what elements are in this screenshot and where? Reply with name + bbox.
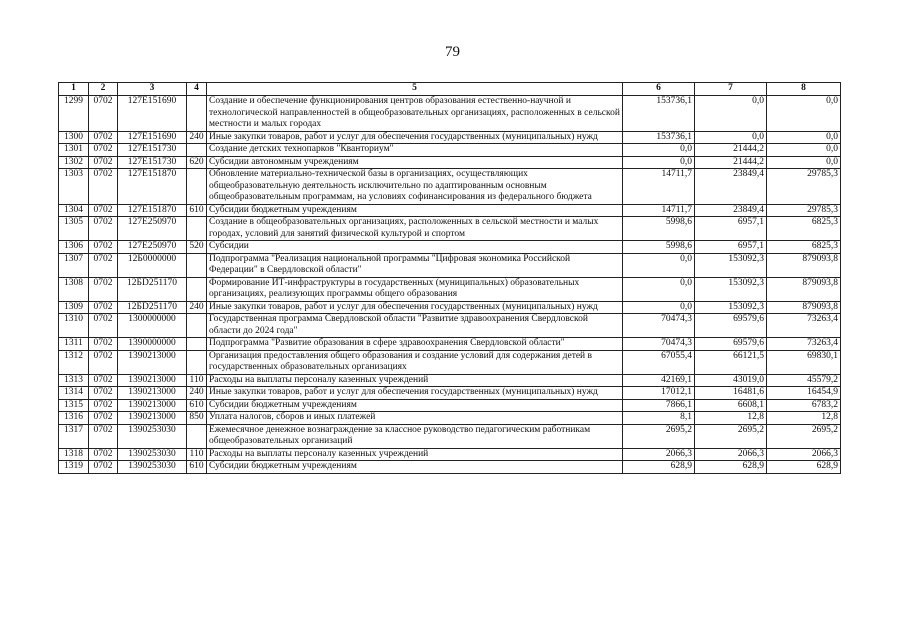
table-row — [59, 338, 841, 351]
target-article-code: 127E151870 — [118, 204, 187, 217]
header-cell: 6 — [623, 83, 695, 96]
row-number: 1299 — [59, 96, 89, 132]
expense-kind-code: 610 — [187, 399, 207, 412]
expense-kind-code: 850 — [187, 412, 207, 425]
table-row — [59, 144, 841, 157]
amount-col-8: 29785,3 — [767, 204, 841, 217]
expense-kind-code: 110 — [187, 374, 207, 387]
expense-name: Субсидии бюджетным учреждениям — [207, 204, 623, 217]
expense-name: Субсидии бюджетным учреждениям — [207, 461, 623, 474]
amount-col-6: 0,0 — [623, 144, 695, 157]
table-row — [59, 448, 841, 461]
row-number: 1308 — [59, 277, 89, 301]
header-row — [59, 83, 841, 96]
amount-col-8: 879093,8 — [767, 253, 841, 277]
amount-col-6: 0,0 — [623, 301, 695, 314]
amount-col-6: 153736,1 — [623, 131, 695, 144]
target-article-code: 1390213000 — [118, 412, 187, 425]
row-number: 1306 — [59, 241, 89, 254]
target-article-code: 127E151730 — [118, 144, 187, 157]
target-article-code: 12Б0000000 — [118, 253, 187, 277]
amount-col-6: 70474,3 — [623, 314, 695, 338]
target-article-code: 127E250970 — [118, 217, 187, 241]
amount-col-6: 67055,4 — [623, 350, 695, 374]
target-article-code: 127E151870 — [118, 169, 187, 205]
amount-col-7: 153092,3 — [695, 277, 767, 301]
amount-col-6: 7866,1 — [623, 399, 695, 412]
row-number: 1314 — [59, 387, 89, 400]
table-body — [59, 96, 841, 474]
amount-col-8: 73263,4 — [767, 338, 841, 351]
section-code: 0702 — [89, 424, 118, 448]
expense-name: Создание в общеобразовательных организациях, расположенных в сельской местности и малых городах, условий для занятий физической культурой и спортом — [207, 217, 623, 241]
section-code: 0702 — [89, 204, 118, 217]
table-row — [59, 461, 841, 474]
amount-col-8: 6783,2 — [767, 399, 841, 412]
amount-col-8: 2695,2 — [767, 424, 841, 448]
amount-col-8: 16454,9 — [767, 387, 841, 400]
amount-col-7: 12,8 — [695, 412, 767, 425]
target-article-code: 1390253030 — [118, 461, 187, 474]
table-row — [59, 412, 841, 425]
table-row — [59, 204, 841, 217]
expense-kind-code — [187, 424, 207, 448]
expense-name: Подпрограмма "Развитие образования в сфере здравоохранения Свердловской области" — [207, 338, 623, 351]
expense-kind-code: 520 — [187, 241, 207, 254]
expense-kind-code: 110 — [187, 448, 207, 461]
section-code: 0702 — [89, 277, 118, 301]
section-code: 0702 — [89, 253, 118, 277]
section-code: 0702 — [89, 217, 118, 241]
amount-col-7: 43019,0 — [695, 374, 767, 387]
section-code: 0702 — [89, 461, 118, 474]
row-number: 1313 — [59, 374, 89, 387]
expense-name: Создание и обеспечение функционирования центров образования естественно-научной и технологической направленностей в общеобразовательных организациях, расположенных в сельской местности и малых городах — [207, 96, 623, 132]
target-article-code: 1390213000 — [118, 387, 187, 400]
header-cell: 1 — [59, 83, 89, 96]
amount-col-7: 23849,4 — [695, 169, 767, 205]
table-row — [59, 131, 841, 144]
amount-col-7: 2066,3 — [695, 448, 767, 461]
amount-col-6: 8,1 — [623, 412, 695, 425]
section-code: 0702 — [89, 169, 118, 205]
table-row — [59, 241, 841, 254]
amount-col-7: 16481,6 — [695, 387, 767, 400]
amount-col-8: 29785,3 — [767, 169, 841, 205]
row-number: 1310 — [59, 314, 89, 338]
section-code: 0702 — [89, 374, 118, 387]
expense-kind-code: 240 — [187, 387, 207, 400]
table-row — [59, 424, 841, 448]
expense-kind-code — [187, 350, 207, 374]
amount-col-7: 21444,2 — [695, 144, 767, 157]
section-code: 0702 — [89, 314, 118, 338]
expense-name: Субсидии бюджетным учреждениям — [207, 399, 623, 412]
section-code: 0702 — [89, 387, 118, 400]
amount-col-6: 0,0 — [623, 156, 695, 169]
expense-name: Субсидии автономным учреждениям — [207, 156, 623, 169]
row-number: 1311 — [59, 338, 89, 351]
amount-col-7: 69579,6 — [695, 314, 767, 338]
expense-kind-code: 620 — [187, 156, 207, 169]
amount-col-6: 628,9 — [623, 461, 695, 474]
target-article-code: 12БD251170 — [118, 301, 187, 314]
target-article-code: 127E151690 — [118, 131, 187, 144]
target-article-code: 127E151730 — [118, 156, 187, 169]
amount-col-6: 5998,6 — [623, 217, 695, 241]
amount-col-8: 879093,8 — [767, 277, 841, 301]
target-article-code: 1390213000 — [118, 374, 187, 387]
expense-name: Обновление материально-технической базы в организациях, осуществляющих общеобразовательную деятельность исключительно по адаптированным основным общеобразовательным программам, на условиях софинансирования из федерального бюджета — [207, 169, 623, 205]
section-code: 0702 — [89, 156, 118, 169]
expense-kind-code: 610 — [187, 461, 207, 474]
expense-name: Расходы на выплаты персоналу казенных учреждений — [207, 448, 623, 461]
expense-kind-code — [187, 253, 207, 277]
amount-col-6: 70474,3 — [623, 338, 695, 351]
expense-kind-code — [187, 314, 207, 338]
amount-col-7: 153092,3 — [695, 301, 767, 314]
header-cell: 3 — [118, 83, 187, 96]
amount-col-7: 0,0 — [695, 131, 767, 144]
budget-table — [58, 82, 841, 474]
amount-col-6: 5998,6 — [623, 241, 695, 254]
table-row — [59, 96, 841, 132]
row-number: 1316 — [59, 412, 89, 425]
expense-name: Расходы на выплаты персоналу казенных учреждений — [207, 374, 623, 387]
row-number: 1301 — [59, 144, 89, 157]
section-code: 0702 — [89, 338, 118, 351]
target-article-code: 12БD251170 — [118, 277, 187, 301]
row-number: 1309 — [59, 301, 89, 314]
amount-col-8: 73263,4 — [767, 314, 841, 338]
amount-col-7: 6957,1 — [695, 217, 767, 241]
amount-col-8: 69830,1 — [767, 350, 841, 374]
header-cell: 8 — [767, 83, 841, 96]
section-code: 0702 — [89, 412, 118, 425]
amount-col-7: 2695,2 — [695, 424, 767, 448]
expense-kind-code — [187, 338, 207, 351]
amount-col-7: 66121,5 — [695, 350, 767, 374]
page-number: 79 — [445, 44, 460, 60]
section-code: 0702 — [89, 96, 118, 132]
expense-name: Иные закупки товаров, работ и услуг для обеспечения государственных (муниципальных) нужд — [207, 301, 623, 314]
row-number: 1319 — [59, 461, 89, 474]
expense-kind-code — [187, 96, 207, 132]
target-article-code: 1390213000 — [118, 399, 187, 412]
row-number: 1318 — [59, 448, 89, 461]
row-number: 1305 — [59, 217, 89, 241]
target-article-code: 1390253030 — [118, 448, 187, 461]
amount-col-6: 14711,7 — [623, 204, 695, 217]
amount-col-8: 12,8 — [767, 412, 841, 425]
header-cell: 4 — [187, 83, 207, 96]
expense-kind-code — [187, 169, 207, 205]
amount-col-7: 0,0 — [695, 96, 767, 132]
section-code: 0702 — [89, 301, 118, 314]
target-article-code: 1390213000 — [118, 350, 187, 374]
table-row — [59, 217, 841, 241]
amount-col-8: 2066,3 — [767, 448, 841, 461]
amount-col-8: 45579,2 — [767, 374, 841, 387]
row-number: 1304 — [59, 204, 89, 217]
amount-col-8: 628,9 — [767, 461, 841, 474]
amount-col-7: 21444,2 — [695, 156, 767, 169]
expense-name: Организация предоставления общего образования и создание условий для содержания детей в государственных образовательных организациях — [207, 350, 623, 374]
amount-col-7: 6608,1 — [695, 399, 767, 412]
table-row — [59, 387, 841, 400]
expense-name: Уплата налогов, сборов и иных платежей — [207, 412, 623, 425]
amount-col-8: 0,0 — [767, 131, 841, 144]
expense-name: Формирование ИТ-инфраструктуры в государственных (муниципальных) образовательных организациях, реализующих программы общего образования — [207, 277, 623, 301]
row-number: 1303 — [59, 169, 89, 205]
target-article-code: 1300000000 — [118, 314, 187, 338]
amount-col-6: 17012,1 — [623, 387, 695, 400]
table-row — [59, 301, 841, 314]
table-row — [59, 314, 841, 338]
expense-name: Субсидии — [207, 241, 623, 254]
target-article-code: 1390253030 — [118, 424, 187, 448]
amount-col-6: 14711,7 — [623, 169, 695, 205]
expense-name: Ежемесячное денежное вознаграждение за классное руководство педагогическим работникам общеобразовательных организаций — [207, 424, 623, 448]
row-number: 1315 — [59, 399, 89, 412]
expense-kind-code — [187, 144, 207, 157]
table-row — [59, 156, 841, 169]
expense-kind-code: 610 — [187, 204, 207, 217]
section-code: 0702 — [89, 399, 118, 412]
amount-col-8: 6825,3 — [767, 241, 841, 254]
table-row — [59, 399, 841, 412]
expense-kind-code — [187, 217, 207, 241]
amount-col-7: 153092,3 — [695, 253, 767, 277]
header-cell: 2 — [89, 83, 118, 96]
amount-col-6: 2695,2 — [623, 424, 695, 448]
section-code: 0702 — [89, 448, 118, 461]
table-row — [59, 374, 841, 387]
expense-kind-code: 240 — [187, 301, 207, 314]
expense-name: Иные закупки товаров, работ и услуг для обеспечения государственных (муниципальных) нужд — [207, 131, 623, 144]
expense-kind-code: 240 — [187, 131, 207, 144]
amount-col-7: 23849,4 — [695, 204, 767, 217]
amount-col-6: 0,0 — [623, 253, 695, 277]
target-article-code: 127E250970 — [118, 241, 187, 254]
amount-col-8: 0,0 — [767, 156, 841, 169]
amount-col-8: 6825,3 — [767, 217, 841, 241]
amount-col-6: 2066,3 — [623, 448, 695, 461]
header-cell: 7 — [695, 83, 767, 96]
section-code: 0702 — [89, 350, 118, 374]
table-row — [59, 253, 841, 277]
row-number: 1302 — [59, 156, 89, 169]
section-code: 0702 — [89, 241, 118, 254]
amount-col-6: 0,0 — [623, 277, 695, 301]
amount-col-6: 42169,1 — [623, 374, 695, 387]
header-cell: 5 — [207, 83, 623, 96]
row-number: 1300 — [59, 131, 89, 144]
table-row — [59, 169, 841, 205]
amount-col-7: 69579,6 — [695, 338, 767, 351]
row-number: 1312 — [59, 350, 89, 374]
row-number: 1317 — [59, 424, 89, 448]
expense-kind-code — [187, 277, 207, 301]
section-code: 0702 — [89, 144, 118, 157]
target-article-code: 1390000000 — [118, 338, 187, 351]
expense-name: Подпрограмма "Реализация национальной программы "Цифровая экономика Российской Федерации" в Свердловской области" — [207, 253, 623, 277]
table-row — [59, 277, 841, 301]
amount-col-6: 153736,1 — [623, 96, 695, 132]
amount-col-8: 0,0 — [767, 144, 841, 157]
expense-name: Создание детских технопарков "Кванториум" — [207, 144, 623, 157]
amount-col-7: 6957,1 — [695, 241, 767, 254]
expense-name: Иные закупки товаров, работ и услуг для обеспечения государственных (муниципальных) нужд — [207, 387, 623, 400]
section-code: 0702 — [89, 131, 118, 144]
target-article-code: 127E151690 — [118, 96, 187, 132]
row-number: 1307 — [59, 253, 89, 277]
table-row — [59, 350, 841, 374]
amount-col-7: 628,9 — [695, 461, 767, 474]
expense-name: Государственная программа Свердловской области "Развитие здравоохранения Свердловской области до 2024 года" — [207, 314, 623, 338]
amount-col-8: 0,0 — [767, 96, 841, 132]
amount-col-8: 879093,8 — [767, 301, 841, 314]
